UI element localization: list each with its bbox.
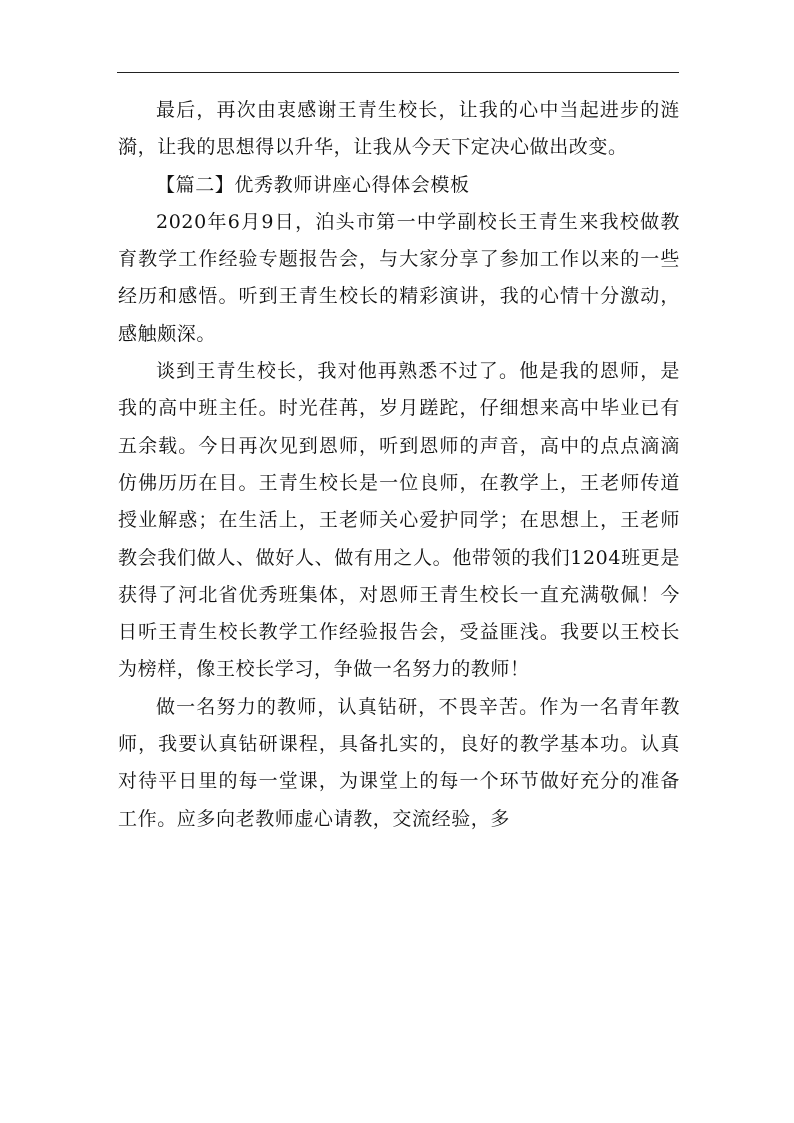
paragraph-closing-thanks: 最后，再次由衷感谢王青生校长，让我的心中当起进步的涟漪，让我的思想得以升华，让我从今天下定决心做出改变。 — [118, 99, 680, 159]
paragraph-report-intro: 2020年6月9日，泊头市第一中学副校长王青生来我校做教育教学工作经验专题报告会，与大家分享了参加工作以来的一些经历和感悟。听到王青生校长的精彩演讲，我的心情十分激动，感触颇深。 — [118, 210, 680, 345]
section-heading: 【篇二】优秀教师讲座心得体会模板 — [156, 173, 470, 196]
header-rule — [117, 72, 679, 73]
paragraph-diligent-teacher: 做一名努力的教师，认真钻研，不畏辛苦。作为一名青年教师，我要认真钻研课程，具备扎实的，良好的教学基本功。认真对待平日里的每一堂课，为课堂上的每一个环节做好充分的准备工作。应多向老教师虚心请教，交流经验，多 — [118, 695, 680, 830]
paragraph-mentor: 谈到王青生校长，我对他再熟悉不过了。他是我的恩师，是我的高中班主任。时光荏苒，岁月蹉跎，仔细想来高中毕业已有五余载。今日再次见到恩师，听到恩师的声音，高中的点点滴滴仿佛历历在目。王青生校长是一位良师，在教学上，王老师传道授业解惑；在生活上，王老师关心爱护同学；在思想上，王老师教会我们做人、做好人、做有用之人。他带领的我们1204班更是获得了河北省优秀班集体，对恩师王青生校长一直充满敬佩！今日听王青生校长教学工作经验报告会，受益匪浅。我要以王校长为榜样，像王校长学习，争做一名努力的教师！ — [118, 360, 680, 681]
document-body — [118, 92, 680, 838]
